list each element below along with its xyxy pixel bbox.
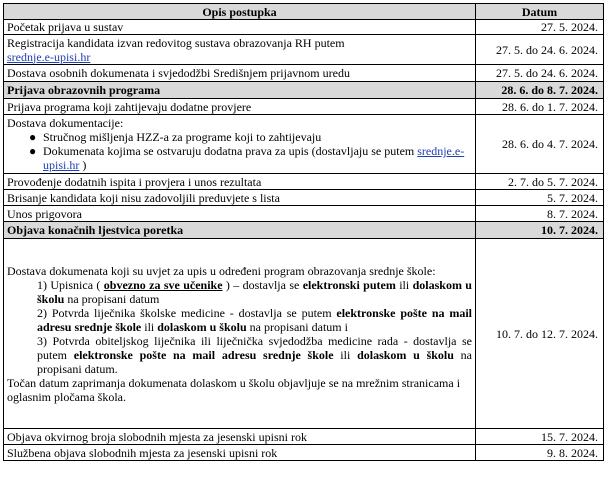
section-row bbox=[4, 82, 604, 99]
table-row bbox=[4, 20, 604, 35]
row-date: 15. 7. 2024. bbox=[476, 429, 604, 445]
row-description: Unos prigovora bbox=[4, 206, 476, 222]
row-date: 28. 6. do 1. 7. 2024. bbox=[476, 99, 604, 115]
row-description: Objava okvirnog broja slobodnih mjesta za jesenski upisni rok bbox=[4, 429, 476, 445]
row-date: 27. 5. do 24. 6. 2024. bbox=[476, 65, 604, 82]
section-title: Objava konačnih ljestvica poretka bbox=[4, 222, 476, 239]
row-date: 8. 7. 2024. bbox=[476, 206, 604, 222]
table-row bbox=[4, 429, 604, 445]
list-item: ● Stručnog mišljenja HZZ-a za programe koji to zahtijevaju bbox=[29, 130, 322, 144]
srednje-e-upisi-link[interactable]: srednje.e-upisi.hr bbox=[7, 49, 91, 64]
table-row bbox=[4, 445, 604, 461]
document-item-1: 1) Upisnica ( obvezno za sve učenike ) – dostavlja se elektronski putem ili dolaskom u školu na propisani datum bbox=[37, 277, 472, 306]
table-row bbox=[4, 115, 604, 174]
table-row bbox=[4, 206, 604, 222]
row-description: Dostava dokumenata koji su uvjet za upis u određeni program obrazovanja srednje škole: 1) Upisnica ( obvezno za sve učenike ) – dostavlja se elektronski putem ili dolaskom u školu na propisani datum 2) Potvrda liječnika školske medicine - dostavlja se putem elektronske pošte na mail adresu srednje škole ili dolaskom u školu na propisani datum i 3) Potvrda obiteljskog liječnika ili liječnička svjedodžba medicine rada - dostavlja se putem elektronske pošte na mail adresu srednje škole ili dolaskom u školu na propisani datum. Točan datum zaprimanja dokumenata dolaskom u školu objavljuje se na mrežnim stranicama i oglasnim pločama škola. bbox=[4, 239, 476, 429]
row-description: Službena objava slobodnih mjesta za jesenski upisni rok bbox=[4, 445, 476, 461]
row-description: Registracija kandidata izvan redovitog sustava obrazovanja RH putem srednje.e-upisi.hr bbox=[4, 35, 476, 65]
row-description: Dostava osobnih dokumenata i svjedodžbi Središnjem prijavnom uredu bbox=[4, 65, 476, 82]
row-description: Prijava programa koji zahtijevaju dodatne provjere bbox=[4, 99, 476, 115]
row-description: Provođenje dodatnih ispita i provjera i unos rezultata bbox=[4, 174, 476, 190]
table-row bbox=[4, 99, 604, 115]
table-row bbox=[4, 35, 604, 65]
row-description: Brisanje kandidata koji nisu zadovoljili preduvjete s lista bbox=[4, 190, 476, 206]
bullet-icon: ● bbox=[29, 144, 37, 158]
documents-list bbox=[7, 130, 472, 172]
section-row bbox=[4, 222, 604, 239]
row-description: Početak prijava u sustav bbox=[4, 20, 476, 35]
row-date: 27. 5. 2024. bbox=[476, 20, 604, 35]
document-item-3: 3) Potvrda obiteljskog liječnika ili liječnička svjedodžba medicine rada - dostavlja se putem elektronske pošte na mail adresu srednje škole ili dolaskom u školu na propisani datum. bbox=[37, 333, 473, 376]
table-row bbox=[4, 239, 604, 429]
row-date: 10. 7. do 12. 7. 2024. bbox=[476, 239, 604, 429]
header-description: Opis postupka bbox=[4, 4, 476, 20]
section-date: 10. 7. 2024. bbox=[476, 222, 604, 239]
table-header-row bbox=[4, 4, 604, 20]
bullet-icon: ● bbox=[29, 130, 37, 144]
row-date: 2. 7. do 5. 7. 2024. bbox=[476, 174, 604, 190]
row-date: 28. 6. do 4. 7. 2024. bbox=[476, 115, 604, 174]
header-date: Datum bbox=[476, 4, 604, 20]
table-row bbox=[4, 174, 604, 190]
document-item-2: 2) Potvrda liječnika školske medicine - dostavlja se putem elektronske pošte na mail adresu srednje škole ili dolaskom u školu na propisani datum i bbox=[37, 305, 472, 334]
row-date: 9. 8. 2024. bbox=[476, 445, 604, 461]
section-title: Prijava obrazovnih programa bbox=[4, 82, 476, 99]
row-date: 27. 5. do 24. 6. 2024. bbox=[476, 35, 604, 65]
srednje-e-upisi-link[interactable]: srednje.e-upisi.hr bbox=[43, 144, 465, 172]
row-description: Dostava dokumentacije: ● Stručnog mišljenja HZZ-a za programe koji to zahtijevaju ● Dokumenata kojima se ostvaruju dodatna prava za upis (dostavljaju se putem srednje.e-upisi.hr ) bbox=[4, 115, 476, 174]
table-row bbox=[4, 190, 604, 206]
list-item: ● Dokumenata kojima se ostvaruju dodatna prava za upis (dostavljaju se putem srednje.e-upisi.hr ) bbox=[29, 144, 465, 172]
schedule-table bbox=[3, 3, 604, 461]
section-date: 28. 6. do 8. 7. 2024. bbox=[476, 82, 604, 99]
table-row bbox=[4, 65, 604, 82]
row-date: 5. 7. 2024. bbox=[476, 190, 604, 206]
